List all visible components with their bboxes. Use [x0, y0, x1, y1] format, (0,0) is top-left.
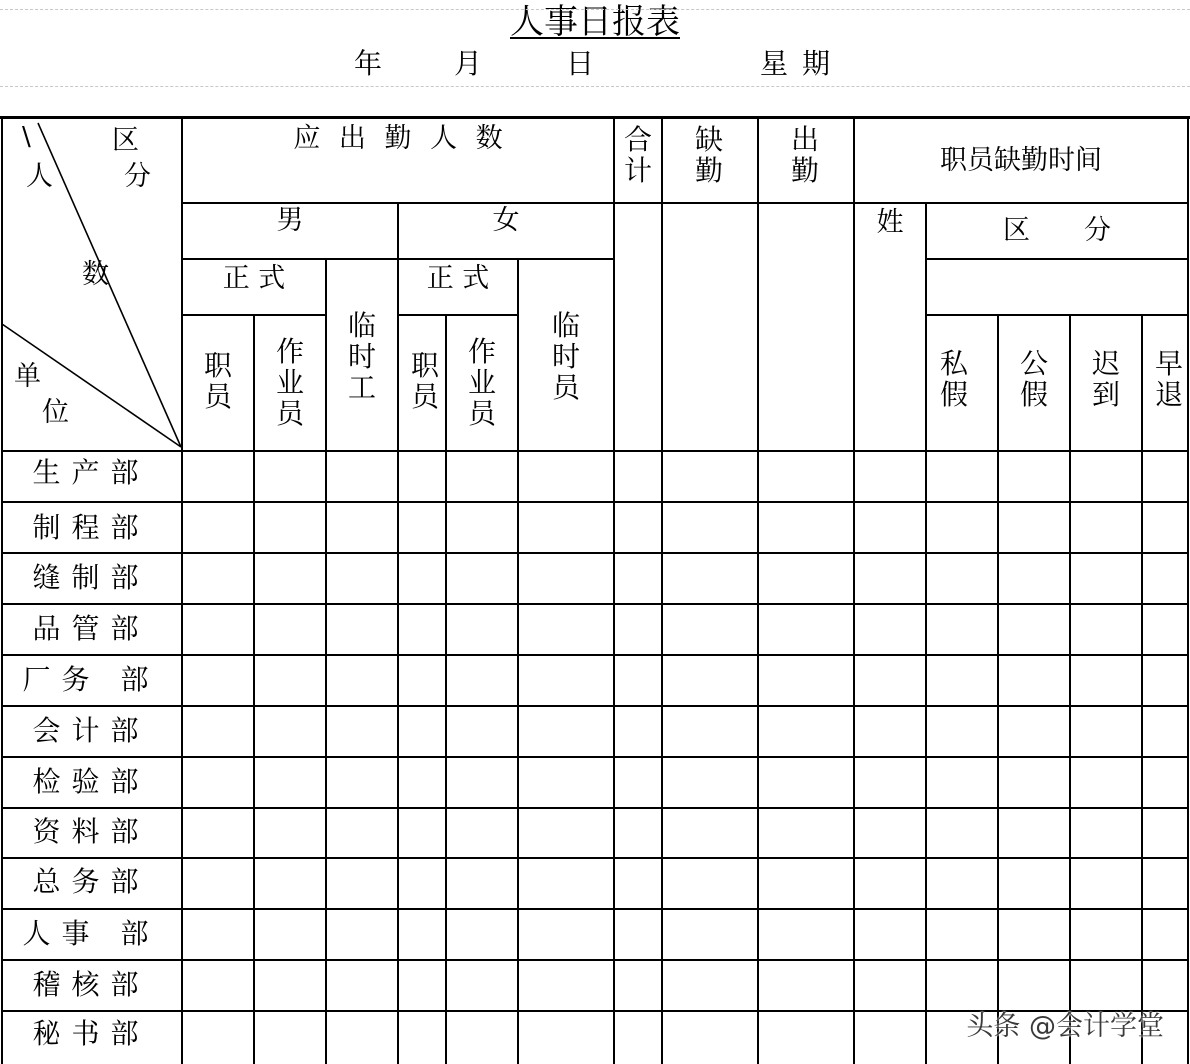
header-staff-male: 职员 — [203, 349, 232, 413]
corner-label-shu: 数 — [82, 259, 109, 290]
header-early-leave: 早退 — [1154, 347, 1183, 411]
department-label: 总务部 — [32, 865, 150, 898]
header-absence-time: 职员缺勤时间 — [940, 145, 1102, 176]
department-label: 检验部 — [32, 765, 150, 798]
header-total: 合计 — [623, 123, 652, 187]
date-month-label: 月 — [454, 47, 483, 80]
department-label: 人事 部 — [22, 917, 160, 950]
date-day-label: 日 — [566, 47, 595, 80]
page-title: 人事日报表 — [510, 2, 680, 42]
header-temp-staff-female: 临时员 — [551, 309, 580, 404]
department-label: 生产部 — [32, 456, 150, 489]
header-present: 出勤 — [790, 123, 819, 187]
date-year-label: 年 — [354, 47, 383, 80]
header-worker-male: 作业员 — [275, 335, 304, 430]
department-label: 稽核部 — [32, 968, 150, 1001]
corner-label-fen: 分 — [124, 161, 151, 192]
department-label: 厂务 部 — [22, 663, 160, 696]
department-label: 制程部 — [32, 511, 150, 544]
header-personal-leave: 私假 — [939, 347, 968, 411]
header-female: 女 — [492, 205, 520, 236]
header-late: 迟到 — [1091, 347, 1120, 411]
header-category: 区 分 — [1003, 215, 1111, 246]
department-label: 资料部 — [32, 815, 150, 848]
header-formal-female: 正 式 — [426, 263, 490, 294]
corner-label-ren: 人 — [26, 161, 53, 192]
header-absent: 缺勤 — [694, 123, 723, 187]
header-temp-worker-male: 临时工 — [347, 309, 376, 404]
header-name: 姓 — [876, 207, 904, 238]
header-should-attend: 应 出 勤 人 数 — [293, 123, 503, 154]
header-official-leave: 公假 — [1019, 347, 1048, 411]
department-label: 秘书部 — [32, 1017, 150, 1050]
corner-label-wei: 位 — [42, 397, 69, 428]
corner-slash-mark: \ — [22, 122, 31, 152]
department-label: 缝制部 — [32, 561, 150, 594]
department-label: 品管部 — [32, 612, 150, 645]
date-weekday-label: 星期 — [760, 47, 845, 80]
corner-label-qu: 区 — [112, 125, 139, 156]
header-worker-female: 作业员 — [467, 335, 496, 430]
department-label: 会计部 — [32, 714, 150, 747]
header-male: 男 — [276, 205, 304, 236]
header-staff-female: 职员 — [410, 349, 439, 413]
corner-label-dan: 单 — [14, 361, 41, 392]
watermark-text: 头条 @会计学堂 — [966, 1011, 1164, 1042]
header-formal-male: 正 式 — [222, 263, 286, 294]
